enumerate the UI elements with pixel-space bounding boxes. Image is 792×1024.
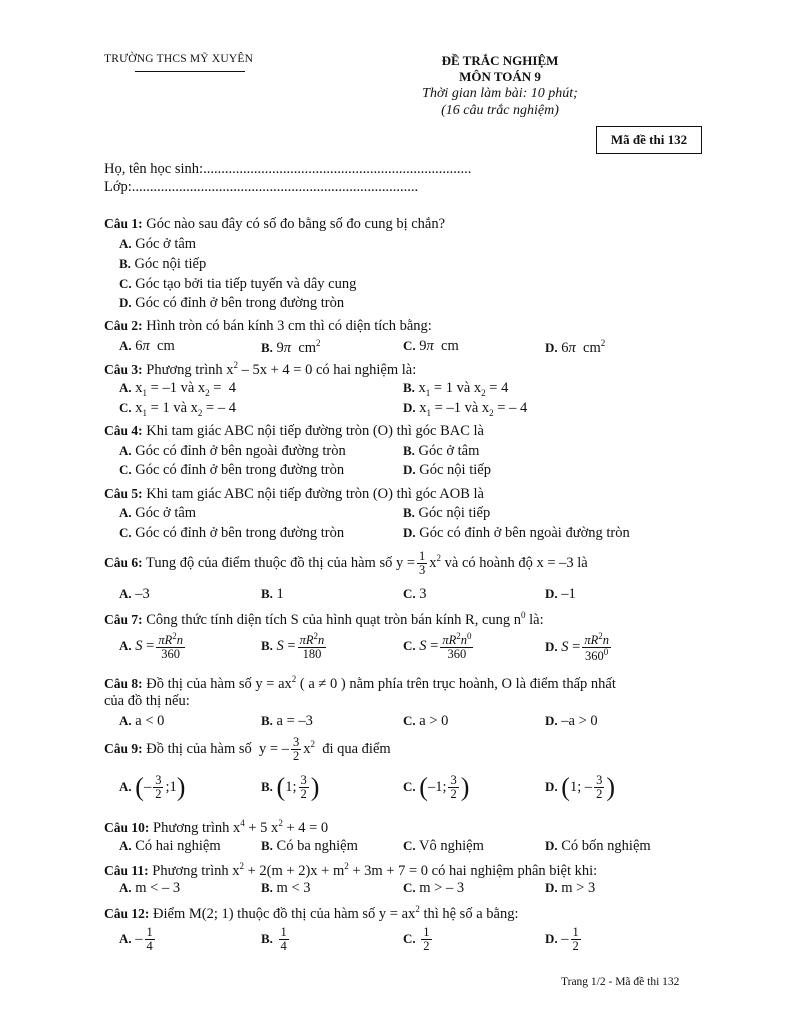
question-6: Câu 6: Tung độ của điểm thuộc đồ thị của hàm số y = $\frac{1}{3}$ $x^2$ và có hoành độ x = –3 là bbox=[104, 549, 588, 578]
q10-option-c: C. Vô nghiệm bbox=[403, 838, 484, 854]
q5-option-a: A. Góc ở tâm bbox=[119, 505, 197, 521]
question-10: Câu 10: Phương trình $x^4 + 5$ $x^2 + 4 = 0$ bbox=[104, 818, 329, 836]
q2-option-d: D. 6π $cm^2$ bbox=[545, 338, 606, 356]
q1-option-b: B. Góc nội tiếp bbox=[119, 256, 207, 272]
q9-option-b: B. (1; $\frac{3}{2}$ ) bbox=[261, 772, 320, 802]
q8-option-d: D. –a > 0 bbox=[545, 713, 598, 729]
q7-option-c: C. S = $\frac{\pi R^2n^0}{360}$ bbox=[403, 631, 472, 662]
q9-option-c: C. (–1; $\frac{3}{2}$ ) bbox=[403, 772, 470, 802]
q10-option-b: B. Có ba nghiệm bbox=[261, 838, 358, 854]
page-footer: Trang 1/2 - Mã đề thi 132 bbox=[561, 976, 680, 988]
q11-option-d: D. m > 3 bbox=[545, 880, 596, 896]
q4-option-c: C. Góc có đỉnh ở bên trong đường tròn bbox=[119, 462, 345, 478]
q8-option-b: B. a = –3 bbox=[261, 713, 313, 729]
q6-option-b: B. 1 bbox=[261, 586, 284, 602]
question-9: Câu 9: Đồ thị của hàm số y = – $\frac{3}{2}$ $x^2$ đi qua điểm bbox=[104, 735, 391, 764]
question-number: Câu 1: bbox=[104, 216, 143, 231]
q6-option-a: A. –3 bbox=[119, 586, 150, 602]
class-field: Lớp:............................................................................... bbox=[104, 179, 419, 195]
question-text: Góc nào sau đây có số đo bằng số đo cung bị chắn? bbox=[146, 216, 446, 232]
question-11: Câu 11: Phương trình $x^2 + 2(m + 2)x + m^2 + 3m + 7 = 0$ có hai nghiệm phân biệt khi: bbox=[104, 861, 598, 879]
q6-option-c: C. 3 bbox=[403, 586, 427, 602]
q2-option-a: A. 6π cm bbox=[119, 338, 175, 354]
exam-code-box bbox=[596, 126, 702, 154]
q10-option-a: A. Có hai nghiệm bbox=[119, 838, 221, 854]
q4-option-d: D. Góc nội tiếp bbox=[403, 462, 491, 478]
q1-option-c: C. Góc tạo bởi tia tiếp tuyến và dây cung bbox=[119, 276, 357, 292]
school-name: TRƯỜNG THCS MỸ XUYÊN bbox=[104, 53, 254, 65]
q10-option-d: D. Có bốn nghiệm bbox=[545, 838, 651, 854]
q3-option-b: B. $x_1 = 1$ và $x_2 = 4$ bbox=[403, 380, 509, 398]
q11-option-b: B. m < 3 bbox=[261, 880, 311, 896]
question-7: Câu 7: Công thức tính diện tích S của hình quạt tròn bán kính R, cung $n^0$ là: bbox=[104, 610, 544, 628]
question-count: (16 câu trắc nghiệm) bbox=[441, 103, 559, 118]
question-4: Câu 4: Khi tam giác ABC nội tiếp đường tròn (O) thì góc BAC là bbox=[104, 423, 484, 439]
q7-option-b: B. S = $\frac{\pi R^2n}{180}$ bbox=[261, 631, 325, 662]
question-1 bbox=[104, 216, 445, 233]
question-3: Câu 3: Phương trình $x^2 - 5x + 4 = 0$ có hai nghiệm là: bbox=[104, 360, 417, 378]
question-5: Câu 5: Khi tam giác ABC nội tiếp đường tròn (O) thì góc AOB là bbox=[104, 486, 484, 502]
q3-option-d: D. $x_1 = -1$ và $x_2$ = – 4 bbox=[403, 400, 528, 418]
question-8: Câu 8: Đồ thị của hàm số $y = ax^2$ ( a ≠ 0 ) nằm phía trên trục hoành, O là điểm thấp nhất bbox=[104, 674, 616, 692]
q1-option-d: D. Góc có đỉnh ở bên trong đường tròn bbox=[119, 295, 345, 311]
q8-option-c: C. a > 0 bbox=[403, 713, 449, 729]
exam-title: ĐỀ TRẮC NGHIỆM bbox=[441, 53, 559, 68]
q9-option-d: D. (1; – $\frac{3}{2}$ ) bbox=[545, 772, 616, 802]
q7-option-a: A. S = $\frac{\pi R^2n}{360}$ bbox=[119, 631, 183, 662]
q5-option-c: C. Góc có đỉnh ở bên trong đường tròn bbox=[119, 525, 345, 541]
exam-code: Mã đề thi 132 bbox=[610, 132, 688, 147]
q12-option-c: C. $\frac{1}{2}$ bbox=[403, 925, 430, 954]
q2-option-b: B. 9π $cm^2$ bbox=[261, 338, 321, 356]
q9-option-a: A. (– $\frac{3}{2}$ ;1) bbox=[119, 772, 186, 802]
q12-option-b: B. $\frac{1}{4}$ bbox=[261, 925, 287, 954]
q5-option-d: D. Góc có đỉnh ở bên ngoài đường tròn bbox=[403, 525, 630, 541]
exam-subject: MÔN TOÁN 9 bbox=[459, 69, 541, 84]
q12-option-d: D. – $\frac{1}{2}$ bbox=[545, 925, 579, 954]
q6-option-d: D. –1 bbox=[545, 586, 576, 602]
q3-option-c: C. $x_1 = 1$ và $x_2$ = – 4 bbox=[119, 400, 236, 418]
question-8-cont: của đồ thị nếu: bbox=[104, 693, 190, 709]
q3-option-a: A. $x_1 = -1$ và $x_2 = 4$ bbox=[119, 380, 236, 398]
q1-option-a: A. Góc ở tâm bbox=[119, 236, 197, 252]
school-underline bbox=[135, 71, 245, 72]
q11-option-c: C. m > – 3 bbox=[403, 880, 465, 896]
q12-option-a: A. – $\frac{1}{4}$ bbox=[119, 925, 153, 954]
q2-option-c: C. 9π cm bbox=[403, 338, 459, 354]
q4-option-b: B. Góc ở tâm bbox=[403, 443, 480, 459]
q11-option-a: A. m < – 3 bbox=[119, 880, 181, 896]
q7-option-d: D. S = $\frac{\pi R^2n}{360^0}$ bbox=[545, 631, 609, 664]
q5-option-b: B. Góc nội tiếp bbox=[403, 505, 491, 521]
exam-time: Thời gian làm bài: 10 phút; bbox=[422, 86, 578, 101]
q8-option-a: A. a < 0 bbox=[119, 713, 165, 729]
question-2: Câu 2: Hình tròn có bán kính 3 cm thì có diện tích bằng: bbox=[104, 318, 432, 334]
question-12: Câu 12: Điểm M(2; 1) thuộc đồ thị của hàm số $y = ax^2$ thì hệ số a bằng: bbox=[104, 904, 519, 922]
student-name-field: Họ, tên học sinh:.......................................................................... bbox=[104, 161, 472, 177]
q4-option-a: A. Góc có đỉnh ở bên ngoài đường tròn bbox=[119, 443, 346, 459]
